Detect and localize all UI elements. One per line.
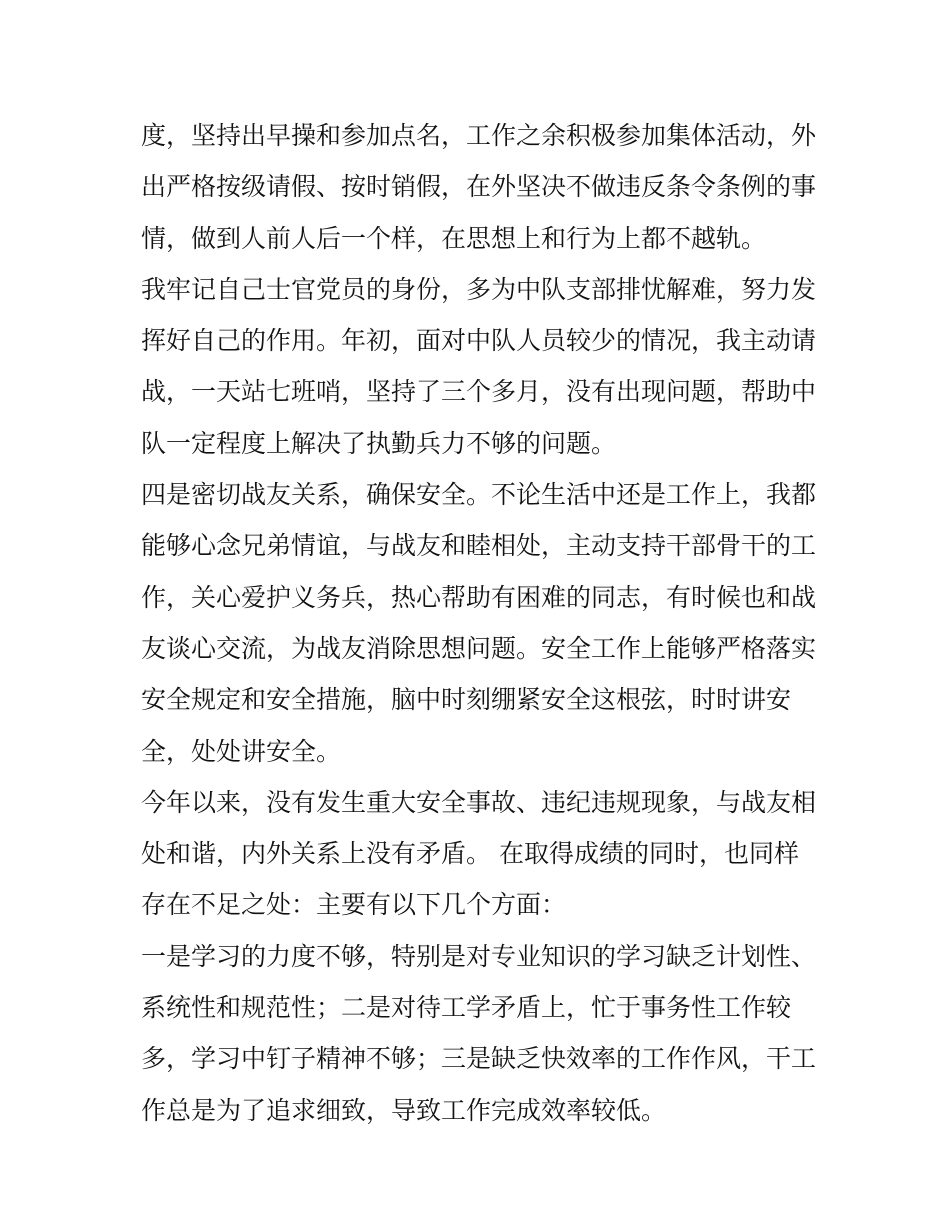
- text-line: 多，学习中钉子精神不够；三是缺乏快效率的工作作风，干工: [141, 1044, 817, 1074]
- text-line: 全，处处讲安全。: [141, 736, 342, 766]
- text-line: 四是密切战友关系，确保安全。不论生活中还是工作上，我都: [141, 480, 817, 510]
- text-line: 一是学习的力度不够，特别是对专业知识的学习缺乏计划性、: [141, 941, 817, 971]
- text-line: 作总是为了追求细致，导致工作完成效率较低。: [141, 1095, 667, 1125]
- text-line: 处和谐，内外关系上没有矛盾。 在取得成绩的同时，也同样: [141, 839, 799, 869]
- text-line: 系统性和规范性；二是对待工学矛盾上，忙于事务性工作较: [141, 993, 792, 1023]
- text-line: 我牢记自己士官党员的身份，多为中队支部排忧解难，努力发: [141, 274, 817, 304]
- text-line: 度，坚持出早操和参加点名，工作之余积极参加集体活动，外: [141, 121, 817, 150]
- text-line: 战，一天站七班哨，坚持了三个多月，没有出现问题，帮助中: [141, 377, 817, 407]
- text-line: 安全规定和安全措施，脑中时刻绷紧安全这根弦，时时讲安: [141, 685, 792, 715]
- text-line: 队一定程度上解决了执勤兵力不够的问题。: [141, 428, 617, 458]
- text-line: 出严格按级请假、按时销假，在外坚决不做违反条令条例的事: [141, 172, 817, 202]
- text-line: 今年以来，没有发生重大安全事故、违纪违规现象，与战友相: [141, 787, 817, 817]
- text-line: 能够心念兄弟情谊，与战友和睦相处，主动支持干部骨干的工: [141, 531, 817, 561]
- text-line: 作，关心爱护义务兵，热心帮助有困难的同志，有时候也和战: [141, 582, 817, 612]
- text-line: 挥好自己的作用。年初，面对中队人员较少的情况，我主动请: [141, 326, 817, 356]
- text-line: 友谈心交流，为战友消除思想问题。安全工作上能够严格落实: [141, 633, 817, 663]
- text-line: 存在不足之处：主要有以下几个方面：: [141, 890, 567, 920]
- document-body: [141, 110, 831, 1136]
- text-line: 情，做到人前人后一个样，在思想上和行为上都不越轨。: [141, 223, 767, 253]
